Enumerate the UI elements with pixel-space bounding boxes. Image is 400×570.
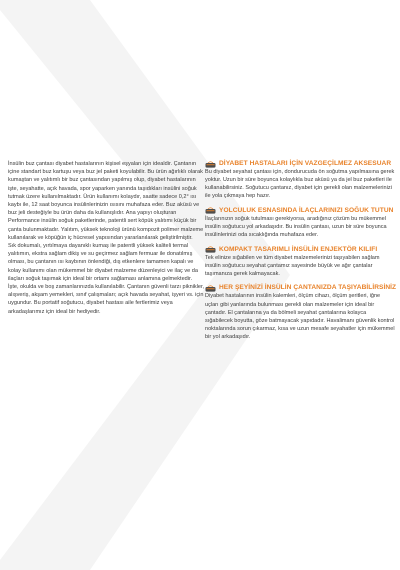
- feature-heading: [205, 160, 395, 168]
- intro-paragraph-1: İnsülin buz çantası diyabet hastalarının kişisel eşyaları için idealdir. Çantanın içine standart buz kartuşu veya buz jel paketi koyulabilir. Bu ürün ağırlıklı olarak kumaştan ve yalıtımlı bir buz çantasından yapılmış olup, diyabet hastalarının işte, seyahatte, açık havada, spor yaparken yanında taşıdıkları insülini soğuk tutmak üzere kullanılmaktadır. Ürün kullanımı kolaydır, saatte sadece 0,2° ısı kaybı ile, 12 saat boyunca insülinlerinizin ısısını muhafaza eder. Buz aküsü ve buz jeli desteğiyle bu ürün daha da kullanışlıdır. Ana yapıyı oluşturan Performance insülin soğuk paketlerinde, patentli sert köpük yalıtımı küçük bir çanta bulunmaktadır. Yalıtım, yüksek teknoloji ürünü kompozit polimer malzeme kullanılarak ve köpüğün iç hücresel yapısından yararlanılarak geliştirilmiştir.: [8, 161, 204, 241]
- feature-body: İlaçlarınızın soğuk tutulması gerekiyorsa, aradığınız çözüm bu mükemmel insülin soğutucu yol arkadaşıdır. Bu insülin çantası, uzun bir süre boyunca insülinlerinizi oda sıcaklığında muhafaza eder.: [205, 215, 387, 239]
- feature-essential-accessory: [205, 160, 395, 200]
- intro-column: [8, 160, 206, 316]
- diabetes-bag-icon: [205, 161, 216, 168]
- feature-heading-text: HER ŞEYİNİZİ İNSÜLİN ÇANTANIZDA TAŞIYABİLİRSİNİZ: [219, 284, 397, 292]
- feature-carry-everything: [205, 284, 395, 341]
- diabetes-bag-icon: [205, 285, 216, 292]
- feature-heading-text: DİYABET HASTALARI İÇİN VAZGEÇİLMEZ AKSESUAR: [219, 160, 392, 167]
- feature-heading-text: KOMPAKT TASARIMLI İNSÜLİN ENJEKTÖR KILIFI: [219, 245, 378, 253]
- feature-body: Diyabet hastalarının insülin kalemleri, ölçüm cihazı, ölçüm şeritleri, iğne uçları gibi yanlarında bulunması gerekli olan malzemeler için ideal bir çantadır. El çantalarına ya da bölmeli seyahat çantalarına kolayca sığabilecek boyutta, göze batmayacak yapıdadır. Havalimanı güvenlik kontrol noktalarında sorun çıkarmaz, kısa ve uzun mesafe seyahatler için mükemmel bir yol arkadaşıdır.: [205, 293, 395, 340]
- feature-body: Bu diyabet seyahat çantası için, dondurucuda ön soğutma yapılmasına gerek yoktur. Uzun bir süre boyunca kolaylıkla buz aküsü ya da jel buz paketleri ile kullanabilirsiniz. Soğutucu çantanız, diyabet için gerekli olan malzemelerinizi ile yola çıkmaya hep hazır.: [205, 169, 395, 200]
- feature-heading-text: YOLCULUK ESNASINDA İLAÇLARINIZI SOĞUK TUTUN: [219, 206, 394, 214]
- feature-heading: [205, 207, 395, 215]
- feature-heading: [205, 246, 395, 254]
- feature-body: Tek elinize sığabilen ve tüm diyabet malzemelerinizi taşıyabilen sağlam insülin soğutucu seyahat çantamız sayesinde büyük ve ağır çantalar taşımanıza gerek kalmayacak.: [205, 254, 380, 277]
- diabetes-bag-icon: [205, 246, 216, 253]
- intro-paragraph-2: Sık dokumalı, yırtılmaya dayanıklı kumaş ile patentli yüksek kaliteli termal yalıtımın, ekstra sağlam dikiş ve su geçirmez sağlam fermuar ile donatılmış olması, bu çantanın ısı kaybının önlendiği, dış etkenlere tamamen kapalı ve kolay kullanımı olan mükemmel bir diyabet malzeme düzenleyici ve ilaç ve da ilaçları soğuk taşımak için ideal bir ortamı sağlaması anlamına gelmektedir.: [8, 243, 198, 282]
- feature-heading: [205, 284, 395, 292]
- features-column: [205, 160, 395, 348]
- intro-paragraph-3: İşte, okulda ve boş zamanlarınızda kullanılabilir. Çantanın güvenli tarzı piknikler, alışveriş, akşam yemekleri, sınıf çalışmaları; açık havada seyahat, işyeri vs. için uygundur. Bu portatif soğutucu, diyabet hastası aile fertlerimiz veya arkadaşlarımız için ideal bir hediyedir.: [8, 284, 205, 315]
- feature-compact-design: [205, 246, 395, 278]
- feature-keep-cold: [205, 207, 395, 239]
- diabetes-bag-icon: [205, 207, 216, 214]
